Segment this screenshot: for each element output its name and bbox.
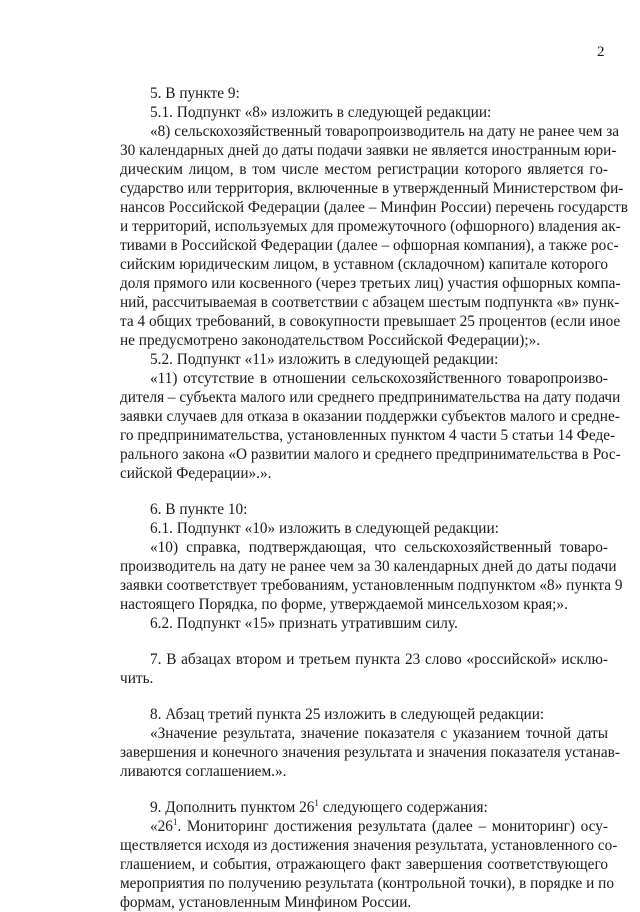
paragraph-line: 30 календарных дней до даты подачи заявки не является иностранным юри- [120, 142, 617, 159]
paragraph-line: ний, рассчитываемая в соответствии с абзацем шестым подпункта «в» пунк- [120, 294, 620, 311]
paragraph-line: производитель на дату не ранее чем за 30 календарных дней до даты подачи [120, 558, 617, 575]
paragraph-line: ливаются соглашением.». [120, 763, 287, 780]
line-text: 9. Дополнить пунктом 26 [150, 799, 315, 816]
paragraph-line [150, 817, 608, 836]
paragraph-line: и территорий, используемых для промежуточного (офшорного) владения ак- [120, 218, 621, 235]
paragraph-line: дическим лицом, в том числе местом регистрации которого является го- [120, 161, 608, 178]
paragraph-line: 5. В пункте 9: [150, 85, 240, 102]
paragraph-line: формам, установленным Минфином России. [120, 894, 412, 911]
paragraph-line: нансов Российской Федерации (далее – Минфин России) перечень государств [120, 199, 628, 216]
paragraph-line: глашением, и события, отражающего факт завершения соответствующего [120, 856, 608, 873]
paragraph-line: 7. В абзацах втором и третьем пункта 23 слово «российской» исклю- [150, 651, 608, 668]
line-text: «26 [150, 818, 173, 835]
paragraph-line: не предусмотрено законодательством Российской Федерации);». [120, 332, 541, 349]
paragraph-line: «11) отсутствие в отношении сельскохозяйственного товаропроизво- [150, 370, 608, 387]
paragraph-line: «10) справка, подтверждающая, что сельскохозяйственный товаро- [150, 539, 608, 556]
paragraph-line: 5.1. Подпункт «8» изложить в следующей редакции: [150, 104, 492, 121]
paragraph-line: 6. В пункте 10: [150, 501, 248, 518]
line-text: . Мониторинг достижения результата (далее – мониторинг) осу- [177, 818, 608, 835]
paragraph-line: го предпринимательства, установленных пунктом 4 части 5 статьи 14 Феде- [120, 427, 616, 444]
paragraph-line: заявки соответствует требованиям, установленным подпунктом «8» пункта 9 [120, 577, 623, 594]
paragraph-line: дителя – субъекта малого или среднего предпринимательства на дату подачи [120, 389, 621, 406]
paragraph-line: заявки случаев для отказа в оказании поддержки субъектов малого и средне- [120, 408, 620, 425]
superscript: 1 [314, 798, 319, 808]
paragraph-line: 6.2. Подпункт «15» признать утратившим силу. [150, 615, 458, 632]
paragraph-line: сийской Федерации».». [120, 465, 272, 482]
line-text: следующего содержания: [318, 799, 488, 816]
paragraph-line: 6.1. Подпункт «10» изложить в следующей редакции: [150, 520, 499, 537]
paragraph-line: та 4 общих требований, в совокупности превышает 25 процентов (если иное [120, 313, 621, 330]
page-number: 2 [597, 44, 605, 60]
paragraph-line: доля прямого или косвенного (через третьих лиц) участия офшорных компа- [120, 275, 621, 292]
paragraph-line: завершения и конечного значения результата и значения показателя устанав- [120, 744, 620, 761]
paragraph-line: сийским юридическим лицом, в уставном (складочном) капитале которого [120, 256, 608, 273]
paragraph-line: чить. [120, 670, 154, 687]
paragraph-line: «8) сельскохозяйственный товаропроизводитель на дату не ранее чем за [150, 123, 620, 140]
paragraph-line: «Значение результата, значение показателя с указанием точной даты [150, 725, 608, 742]
paragraph-line: тивами в Российской Федерации (далее – офшорная компания), а также рос- [120, 237, 619, 254]
paragraph-line: ществляется исходя из достижения значения результата, установленного со- [120, 837, 618, 854]
paragraph-line: 5.2. Подпункт «11» изложить в следующей редакции: [150, 351, 499, 368]
paragraph-line [150, 798, 590, 817]
paragraph-line: рального закона «О развитии малого и среднего предпринимательства в Рос- [120, 446, 621, 463]
paragraph-line: сударство или территория, включенные в утвержденный Министерством фи- [120, 180, 624, 197]
superscript: 1 [172, 817, 178, 827]
paragraph-line: настоящего Порядка, по форме, утверждаемой минсельхозом края;». [120, 596, 568, 613]
paragraph-line: мероприятия по получению результата (контрольной точки), в порядке и по [120, 875, 614, 892]
paragraph-line: 8. Абзац третий пункта 25 изложить в следующей редакции: [150, 706, 545, 723]
